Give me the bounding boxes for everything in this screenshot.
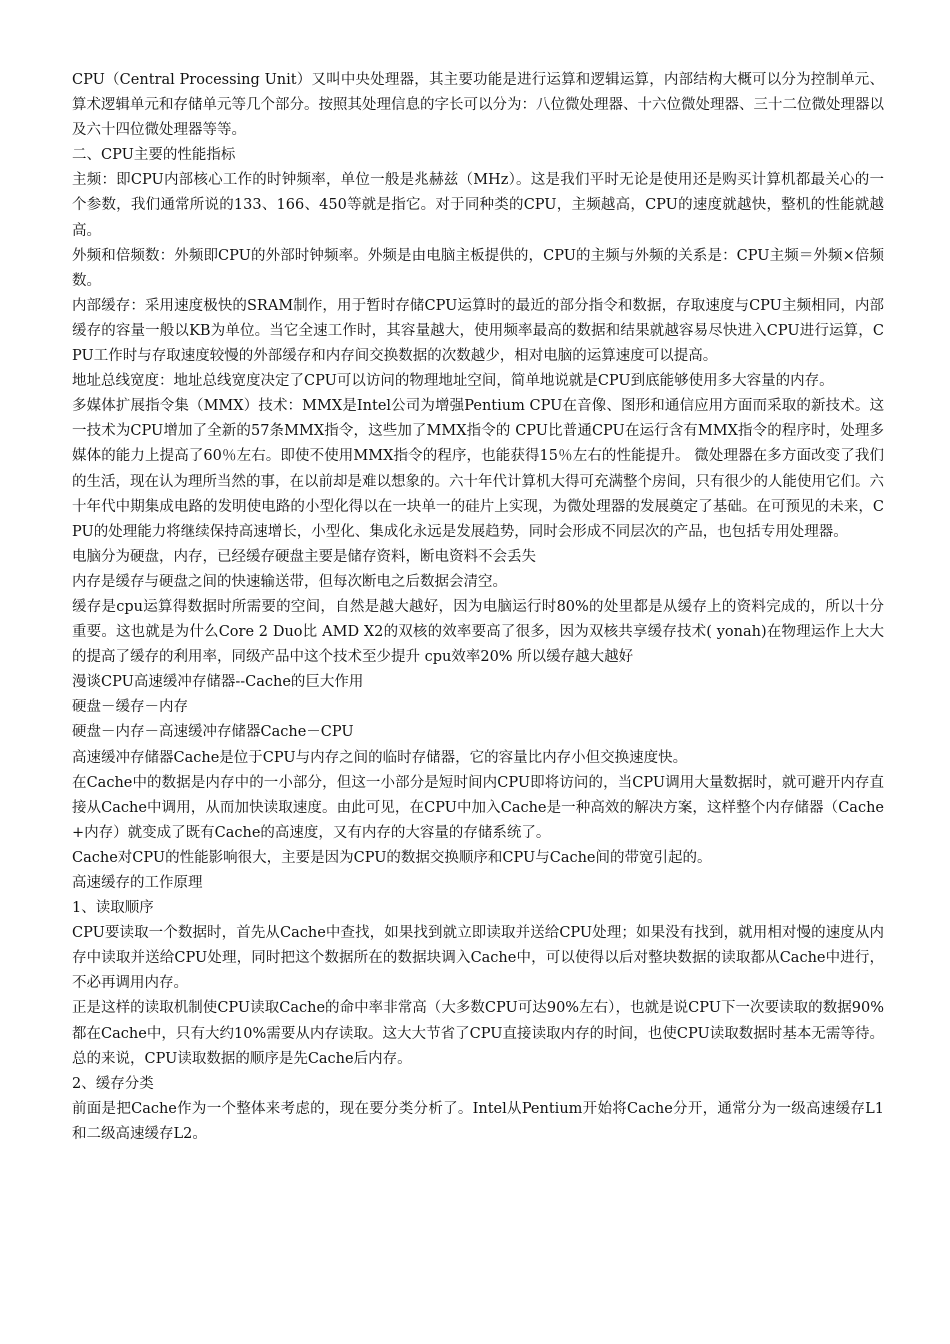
paragraph-cache-importance: 缓存是cpu运算得数据时所需要的空间，自然是越大越好，因为电脑运行时80%的处里都是从缓存上的资料完成的，所以十分重要。这也就是为什么Core 2 Duo比 AMD X2的双核的效率要高了很多，因为双核共享缓存技术( yonah)在物理运作上大大的提高了缓存的利用率，同级产品中这个技术至少提升 cpu效率20% 所以缓存越大越好 xyxy=(72,598,884,666)
paragraph-cache-levels: 前面是把Cache作为一个整体来考虑的，现在要分类分析了。Intel从Pentium开始将Cache分开，通常分为一级高速缓存L1和二级高速缓存L2。 xyxy=(72,1100,884,1142)
paragraph-clock-speed: 主频：即CPU内部核心工作的时钟频率，单位一般是兆赫兹（MHz）。这是我们平时无论是使用还是购买计算机都最关心的一个参数，我们通常所说的133、166、450等就是指它。对于同种类的CPU，主频越高，CPU的速度就越快，整机的性能就越高。 xyxy=(72,172,884,239)
paragraph-hit-rate: 正是这样的读取机制使CPU读取Cache的命中率非常高（大多数CPU可达90%左右），也就是说CPU下一次要读取的数据90%都在Cache中，只有大约10%需要从内存读取。这大大节省了CPU直接读取内存的时间，也使CPU读取数据时基本无需等待。总的来说，CPU读取数据的顺序是先Cache后内存。 xyxy=(72,1000,884,1067)
paragraph-cache-data: 在Cache中的数据是内存中的一小部分，但这一小部分是短时间内CPU即将访问的，当CPU调用大量数据时，就可避开内存直接从Cache中调用，从而加快读取速度。由此可见，在CPU中加入Cache是一种高效的解决方案，这样整个内存储器（Cache+内存）就变成了既有Cache的高速度，又有内存的大容量的存储系统了。 xyxy=(72,774,884,841)
hierarchy-line-1: 硬盘－缓存－内存 xyxy=(72,699,188,716)
paragraph-mmx: 多媒体扩展指令集（MMX）技术：MMX是Intel公司为增强Pentium CPU在音像、图形和通信应用方面而采取的新技术。这一技术为CPU增加了全新的57条MMX指令，这些加了MMX指令的 CPU比普通CPU在运行含有MMX指令的程序时，处理多媒体的能力上提高了60％左右。即使不使用MMX指令的程序，也能获得15％左右的性能提升。 微处理器在多方面改变了我们的生活，现在认为理所当然的事，在以前却是难以想象的。六十年代计算机大得可充满整个房间，只有很少的人能使用它们。六十年代中期集成电路的发明使电路的小型化得以在一块单一的硅片上实现，为微处理器的发展奠定了基础。在可预见的未来，CPU的处理能力将继续保持高速增长，小型化、集成化永远是发展趋势，同时会形成不同层次的产品，也包括专用处理器。 xyxy=(72,398,884,540)
paragraph-memory: 内存是缓存与硬盘之间的快速输送带，但每次断电之后数据会清空。 xyxy=(72,573,507,590)
section-heading-principle: 高速缓存的工作原理 xyxy=(72,875,203,891)
paragraph-cache-impact: Cache对CPU的性能影响很大，主要是因为CPU的数据交换顺序和CPU与Cache间的带宽引起的。 xyxy=(72,849,712,866)
paragraph-external-frequency: 外频和倍频数：外频即CPU的外部时钟频率。外频是由电脑主板提供的，CPU的主频与外频的关系是：CPU主频＝外频×倍频数。 xyxy=(72,247,884,289)
section-heading-performance: 二、CPU主要的性能指标 xyxy=(72,147,236,164)
article-title-cache: 漫谈CPU高速缓冲存储器--Cache的巨大作用 xyxy=(72,674,364,691)
paragraph-internal-cache: 内部缓存：采用速度极快的SRAM制作，用于暂时存储CPU运算时的最近的部分指令和数据，存取速度与CPU主频相同，内部缓存的容量一般以KB为单位。当它全速工作时，其容量越大，使用频率最高的数据和结果就越容易尽快进入CPU进行运算，CPU工作时与存取速度较慢的外部缓存和内存间交换数据的次数越少，相对电脑的运算速度可以提高。 xyxy=(72,297,884,365)
document-page xyxy=(72,68,884,1147)
paragraph-read-process: CPU要读取一个数据时，首先从Cache中查找，如果找到就立即读取并送给CPU处理；如果没有找到，就用相对慢的速度从内存中读取并送给CPU处理，同时把这个数据所在的数据块调入Cache中，可以使得以后对整块数据的读取都从Cache中进行，不必再调用内存。 xyxy=(72,925,884,992)
paragraph-cache-definition: 高速缓冲存储器Cache是位于CPU与内存之间的临时存储器，它的容量比内存小但交换速度快。 xyxy=(72,749,688,766)
subheading-read-order: 1、读取顺序 xyxy=(72,900,154,917)
hierarchy-line-2: 硬盘－内存－高速缓冲存储器Cache－CPU xyxy=(72,724,354,741)
paragraph-address-bus: 地址总线宽度：地址总线宽度决定了CPU可以访问的物理地址空间，简单地说就是CPU到底能够使用多大容量的内存。 xyxy=(72,373,834,390)
subheading-cache-types: 2、缓存分类 xyxy=(72,1075,154,1092)
intro-paragraph: CPU（Central Processing Unit）又叫中央处理器，其主要功能是进行运算和逻辑运算，内部结构大概可以分为控制单元、算术逻辑单元和存储单元等几个部分。按照其处理信息的字长可以分为：八位微处理器、十六位微处理器、三十二位微处理器以及六十四位微处理器等等。 xyxy=(72,72,884,139)
paragraph-disk-memory: 电脑分为硬盘，内存，已经缓存硬盘主要是储存资料，断电资料不会丢失 xyxy=(72,548,536,565)
